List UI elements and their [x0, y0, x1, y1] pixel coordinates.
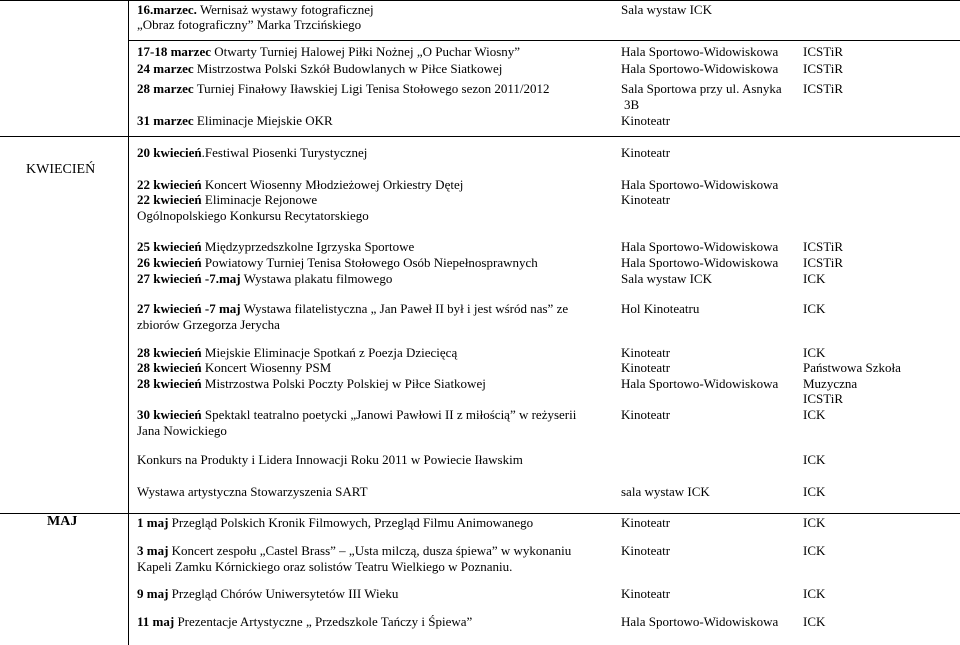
event-place: Kinoteatr: [621, 586, 671, 601]
event-organizer: ICK: [803, 345, 826, 360]
event-organizer: ICSTiR: [803, 81, 843, 96]
event-organizer: ICK: [803, 271, 826, 286]
event-row: [137, 586, 398, 602]
event-title: Koncert zespołu „Castel Brass” – „Usta milczą, dusza śpiewa” w wykonaniu: [171, 543, 572, 558]
event-title: Spektakl teatralno poetycki „Janowi Pawłowi II z miłością” w reżyserii: [204, 407, 577, 422]
event-row: [137, 345, 457, 361]
event-date: 31 marzec: [137, 113, 194, 128]
event-title: Miejskie Eliminacje Spotkań z Poezja Dziecięcą: [204, 345, 458, 360]
event-title: Otwarty Turniej Halowej Piłki Nożnej „O Puchar Wiosny”: [214, 44, 521, 59]
event-title: Mistrzostwa Polski Poczty Polskiej w Piłce Siatkowej: [204, 376, 486, 391]
event-title: Przegląd Chórów Uniwersytetów III Wieku: [171, 586, 399, 601]
event-place: Hala Sportowo-Widowiskowa: [621, 255, 779, 270]
event-title: Koncert Wiosenny PSM: [204, 360, 332, 375]
event-title: Mistrzostwa Polski Szkół Budowlanych w Piłce Siatkowej: [196, 61, 503, 76]
event-row: [137, 81, 550, 97]
row-divider: [0, 513, 960, 514]
month-label-april: KWIECIEŃ: [26, 162, 96, 177]
event-title-cont: Jana Nowickiego: [137, 423, 227, 438]
event-organizer: ICK: [803, 586, 826, 601]
event-place: Hala Sportowo-Widowiskowa: [621, 177, 779, 192]
event-row: [137, 192, 317, 208]
event-date: 9 maj: [137, 586, 169, 601]
event-title: Przegląd Polskich Kronik Filmowych, Przegląd Filmu Animowanego: [171, 515, 534, 530]
event-organizer: ICSTiR: [803, 61, 843, 76]
event-date: 27 kwiecień -7 maj: [137, 301, 241, 316]
event-title: Eliminacje Rejonowe: [204, 192, 318, 207]
event-place: Sala wystaw ICK: [621, 2, 712, 17]
event-date: 26 kwiecień: [137, 255, 202, 270]
event-place: Hala Sportowo-Widowiskowa: [621, 61, 779, 76]
event-date: 30 kwiecień: [137, 407, 202, 422]
event-organizer: ICK: [803, 484, 826, 499]
event-organizer: ICK: [803, 515, 826, 530]
event-date: 11 maj: [137, 614, 175, 629]
event-organizer: ICSTiR: [803, 239, 843, 254]
event-place-cont: 3B: [624, 97, 640, 112]
event-row: [137, 407, 576, 423]
event-place: Kinoteatr: [621, 113, 671, 128]
event-place: Kinoteatr: [621, 192, 671, 207]
event-row: [137, 255, 538, 271]
event-place: Hala Sportowo-Widowiskowa: [621, 376, 779, 391]
event-title: Koncert Wiosenny Młodzieżowej Orkiestry Dętej: [204, 177, 464, 192]
event-title: Wystawa plakatu filmowego: [243, 271, 393, 286]
event-row: [137, 360, 331, 376]
event-row: [137, 145, 367, 161]
event-title-cont: Kapeli Zamku Kórnickiego oraz solistów Teatru Wielkiego w Poznaniu.: [137, 559, 513, 574]
event-row: [137, 44, 520, 60]
event-title: .Festiwal Piosenki Turystycznej: [201, 145, 368, 160]
event-date: 24 marzec: [137, 61, 194, 76]
event-title: Wystawa artystyczna Stowarzyszenia SART: [137, 484, 368, 499]
event-row: [137, 239, 414, 255]
event-date: 28 kwiecień: [137, 345, 202, 360]
event-title: Prezentacje Artystyczne „ Przedszkole Tańczy i Śpiewa”: [177, 614, 473, 629]
event-organizer-cont: Muzyczna: [803, 376, 858, 391]
event-date: 28 kwiecień: [137, 360, 202, 375]
event-date: 28 marzec: [137, 81, 194, 96]
event-row: [137, 543, 571, 559]
event-row: [137, 2, 374, 18]
event-title: Międzyprzedszkolne Igrzyska Sportowe: [204, 239, 415, 254]
event-place: Kinoteatr: [621, 515, 671, 530]
event-row: [137, 515, 533, 531]
event-organizer: ICK: [803, 543, 826, 558]
event-date: 22 kwiecień: [137, 192, 202, 207]
event-place: sala wystaw ICK: [621, 484, 710, 499]
event-place: Kinoteatr: [621, 543, 671, 558]
event-date: 28 kwiecień: [137, 376, 202, 391]
event-organizer: Państwowa Szkoła: [803, 360, 901, 375]
event-title: Konkurs na Produkty i Lidera Innowacji Roku 2011 w Powiecie Iławskim: [137, 452, 523, 467]
event-row: [137, 113, 333, 129]
event-row: [137, 376, 486, 392]
event-date: 17-18 marzec: [137, 44, 211, 59]
event-place: Kinoteatr: [621, 345, 671, 360]
event-row: [137, 177, 463, 193]
event-row: [137, 61, 502, 77]
row-divider: [128, 40, 960, 41]
event-title: Eliminacje Miejskie OKR: [196, 113, 333, 128]
event-organizer: ICK: [803, 452, 826, 467]
event-organizer: ICK: [803, 614, 826, 629]
event-date: 25 kwiecień: [137, 239, 202, 254]
event-row: [137, 614, 472, 630]
event-date: 3 maj: [137, 543, 169, 558]
event-title: Wystawa filatelistyczna „ Jan Paweł II był i jest wśród nas” ze: [243, 301, 569, 316]
column-divider: [128, 0, 129, 645]
event-row: [137, 301, 568, 317]
event-organizer: ICK: [803, 301, 826, 316]
event-date: 27 kwiecień -7.maj: [137, 271, 241, 286]
event-title: Turniej Finałowy Iławskiej Ligi Tenisa Stołowego sezon 2011/2012: [196, 81, 550, 96]
event-place: Kinoteatr: [621, 407, 671, 422]
event-title: Powiatowy Turniej Tenisa Stołowego Osób Niepełnosprawnych: [204, 255, 538, 270]
event-place: Hala Sportowo-Widowiskowa: [621, 614, 779, 629]
event-date: 16.marzec.: [137, 2, 197, 17]
event-place: Kinoteatr: [621, 360, 671, 375]
event-place: Hol Kinoteatru: [621, 301, 700, 316]
row-divider: [0, 0, 960, 1]
row-divider: [0, 136, 960, 137]
event-organizer: ICSTiR: [803, 44, 843, 59]
month-label-may: MAJ: [47, 514, 78, 529]
event-date: 22 kwiecień: [137, 177, 202, 192]
event-place: Sala Sportowa przy ul. Asnyka: [621, 81, 782, 96]
event-place: Kinoteatr: [621, 145, 671, 160]
event-title-cont: zbiorów Grzegorza Jerycha: [137, 317, 280, 332]
event-date: 1 maj: [137, 515, 169, 530]
event-organizer: ICK: [803, 407, 826, 422]
event-title-cont: „Obraz fotograficzny” Marka Trzcińskiego: [137, 17, 362, 32]
event-organizer: ICSTiR: [803, 391, 843, 406]
event-organizer: ICSTiR: [803, 255, 843, 270]
event-date: 20 kwiecień: [137, 145, 202, 160]
event-row: [137, 271, 392, 287]
event-place: Sala wystaw ICK: [621, 271, 712, 286]
event-title-cont: Ogólnopolskiego Konkursu Recytatorskiego: [137, 208, 369, 223]
event-place: Hala Sportowo-Widowiskowa: [621, 239, 779, 254]
event-title: Wernisaż wystawy fotograficznej: [199, 2, 374, 17]
event-place: Hala Sportowo-Widowiskowa: [621, 44, 779, 59]
